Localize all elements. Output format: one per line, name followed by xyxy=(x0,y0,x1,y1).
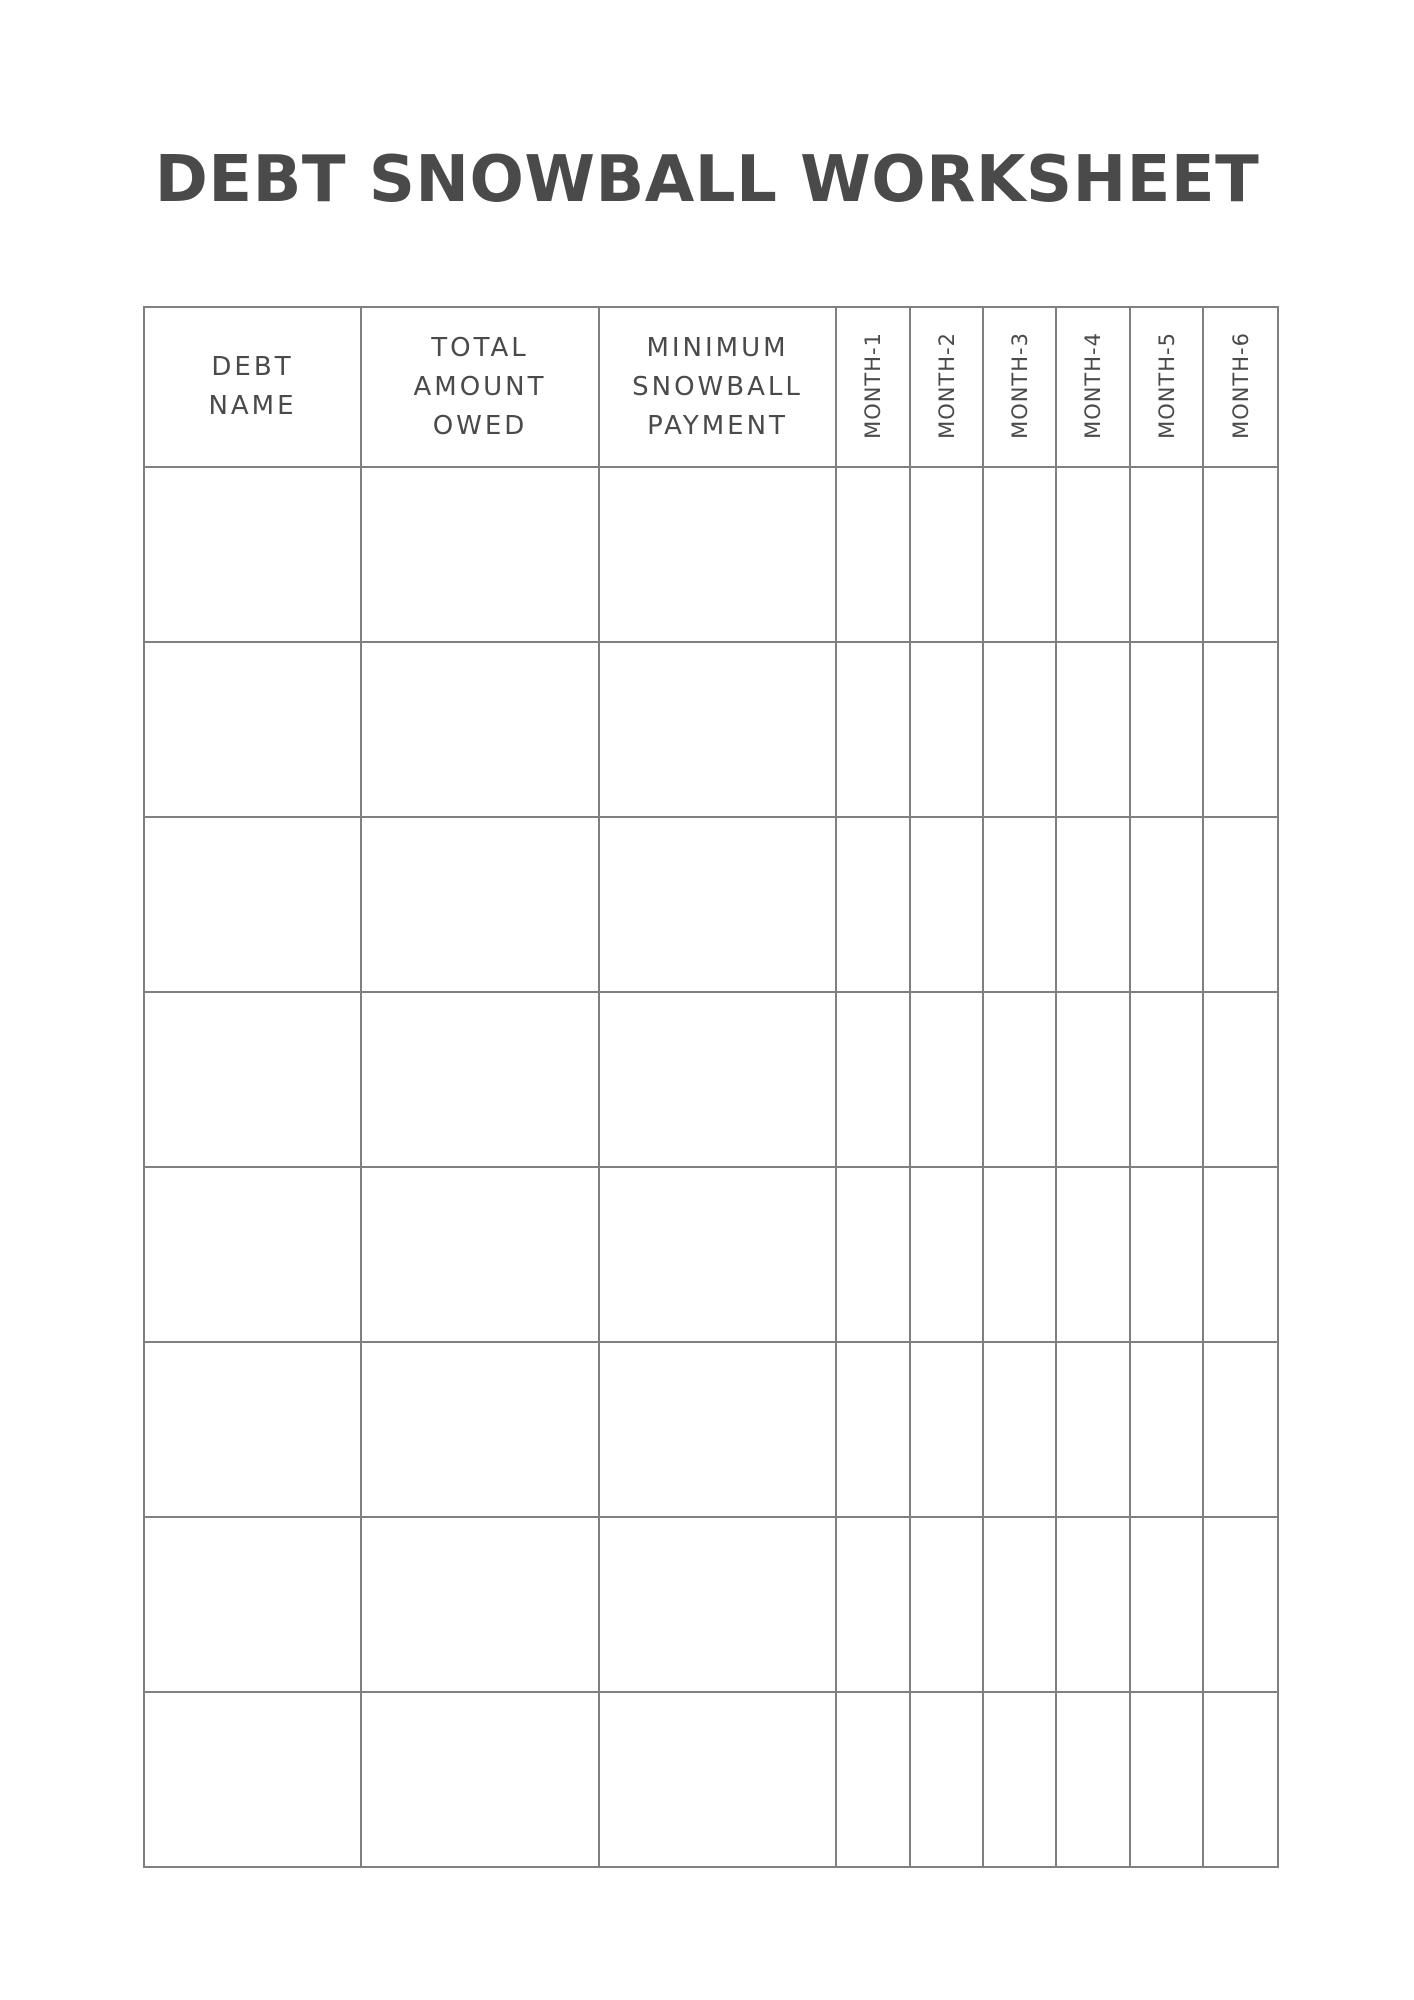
month-3-cell[interactable] xyxy=(983,467,1056,642)
worksheet-body xyxy=(144,467,1278,1867)
month-5-cell[interactable] xyxy=(1130,992,1203,1167)
month-4-cell[interactable] xyxy=(1056,992,1130,1167)
header-debt-name-label: DEBT NAME xyxy=(208,352,297,421)
worksheet-table xyxy=(143,306,1279,1868)
month-1-cell[interactable] xyxy=(836,1342,910,1517)
header-total-amount-owed xyxy=(361,307,599,467)
debt-name-cell[interactable] xyxy=(144,1517,361,1692)
header-minimum-snowball-payment-label: MINIMUM SNOWBALL PAYMENT xyxy=(632,332,803,441)
total-amount-owed-cell[interactable] xyxy=(361,1167,599,1342)
minimum-snowball-payment-cell[interactable] xyxy=(599,1342,836,1517)
month-5-cell[interactable] xyxy=(1130,1342,1203,1517)
table-row xyxy=(144,1342,1278,1517)
month-3-cell[interactable] xyxy=(983,1342,1056,1517)
month-6-cell[interactable] xyxy=(1203,817,1278,992)
total-amount-owed-cell[interactable] xyxy=(361,992,599,1167)
month-2-cell[interactable] xyxy=(910,1692,983,1867)
table-row xyxy=(144,1517,1278,1692)
header-month-2 xyxy=(910,307,983,467)
month-5-cell[interactable] xyxy=(1130,1167,1203,1342)
month-1-cell[interactable] xyxy=(836,1167,910,1342)
total-amount-owed-cell[interactable] xyxy=(361,467,599,642)
month-5-cell[interactable] xyxy=(1130,467,1203,642)
minimum-snowball-payment-cell[interactable] xyxy=(599,817,836,992)
month-1-cell[interactable] xyxy=(836,817,910,992)
table-row xyxy=(144,1692,1278,1867)
month-6-cell[interactable] xyxy=(1203,467,1278,642)
header-month-6-label: MONTH-6 xyxy=(1228,331,1253,439)
header-debt-name xyxy=(144,307,361,467)
minimum-snowball-payment-cell[interactable] xyxy=(599,992,836,1167)
month-3-cell[interactable] xyxy=(983,1692,1056,1867)
header-month-3-label: MONTH-3 xyxy=(1007,331,1032,439)
minimum-snowball-payment-cell[interactable] xyxy=(599,1167,836,1342)
debt-name-cell[interactable] xyxy=(144,992,361,1167)
month-3-cell[interactable] xyxy=(983,992,1056,1167)
table-row xyxy=(144,467,1278,642)
month-3-cell[interactable] xyxy=(983,1167,1056,1342)
total-amount-owed-cell[interactable] xyxy=(361,1342,599,1517)
header-month-5 xyxy=(1130,307,1203,467)
month-6-cell[interactable] xyxy=(1203,992,1278,1167)
month-5-cell[interactable] xyxy=(1130,1692,1203,1867)
month-1-cell[interactable] xyxy=(836,1517,910,1692)
debt-name-cell[interactable] xyxy=(144,467,361,642)
debt-name-cell[interactable] xyxy=(144,817,361,992)
minimum-snowball-payment-cell[interactable] xyxy=(599,1692,836,1867)
month-6-cell[interactable] xyxy=(1203,1167,1278,1342)
month-3-cell[interactable] xyxy=(983,1517,1056,1692)
month-4-cell[interactable] xyxy=(1056,642,1130,817)
month-5-cell[interactable] xyxy=(1130,817,1203,992)
header-month-1 xyxy=(836,307,910,467)
month-3-cell[interactable] xyxy=(983,642,1056,817)
month-6-cell[interactable] xyxy=(1203,1517,1278,1692)
debt-name-cell[interactable] xyxy=(144,1342,361,1517)
month-2-cell[interactable] xyxy=(910,817,983,992)
total-amount-owed-cell[interactable] xyxy=(361,1517,599,1692)
month-4-cell[interactable] xyxy=(1056,817,1130,992)
header-month-3 xyxy=(983,307,1056,467)
minimum-snowball-payment-cell[interactable] xyxy=(599,1517,836,1692)
header-minimum-snowball-payment xyxy=(599,307,836,467)
month-2-cell[interactable] xyxy=(910,1517,983,1692)
header-month-1-label: MONTH-1 xyxy=(861,331,885,439)
month-2-cell[interactable] xyxy=(910,992,983,1167)
table-row xyxy=(144,642,1278,817)
month-5-cell[interactable] xyxy=(1130,642,1203,817)
header-month-2-label: MONTH-2 xyxy=(934,331,959,439)
debt-name-cell[interactable] xyxy=(144,1692,361,1867)
minimum-snowball-payment-cell[interactable] xyxy=(599,642,836,817)
month-2-cell[interactable] xyxy=(910,642,983,817)
month-4-cell[interactable] xyxy=(1056,467,1130,642)
month-1-cell[interactable] xyxy=(836,642,910,817)
table-row xyxy=(144,1167,1278,1342)
debt-name-cell[interactable] xyxy=(144,642,361,817)
month-1-cell[interactable] xyxy=(836,992,910,1167)
month-4-cell[interactable] xyxy=(1056,1167,1130,1342)
month-6-cell[interactable] xyxy=(1203,1692,1278,1867)
total-amount-owed-cell[interactable] xyxy=(361,1692,599,1867)
month-3-cell[interactable] xyxy=(983,817,1056,992)
minimum-snowball-payment-cell[interactable] xyxy=(599,467,836,642)
month-2-cell[interactable] xyxy=(910,1167,983,1342)
month-6-cell[interactable] xyxy=(1203,642,1278,817)
header-row xyxy=(144,307,1278,467)
month-5-cell[interactable] xyxy=(1130,1517,1203,1692)
debt-name-cell[interactable] xyxy=(144,1167,361,1342)
month-4-cell[interactable] xyxy=(1056,1342,1130,1517)
header-total-amount-owed-label: TOTAL AMOUNT OWED xyxy=(413,332,547,441)
header-month-5-label: MONTH-5 xyxy=(1154,331,1179,439)
header-month-4-label: MONTH-4 xyxy=(1081,331,1105,439)
total-amount-owed-cell[interactable] xyxy=(361,642,599,817)
month-4-cell[interactable] xyxy=(1056,1517,1130,1692)
month-6-cell[interactable] xyxy=(1203,1342,1278,1517)
month-2-cell[interactable] xyxy=(910,1342,983,1517)
month-1-cell[interactable] xyxy=(836,1692,910,1867)
header-month-4 xyxy=(1056,307,1130,467)
table-row xyxy=(144,992,1278,1167)
total-amount-owed-cell[interactable] xyxy=(361,817,599,992)
month-2-cell[interactable] xyxy=(910,467,983,642)
page-title: DEBT SNOWBALL WORKSHEET xyxy=(154,143,1260,217)
month-1-cell[interactable] xyxy=(836,467,910,642)
month-4-cell[interactable] xyxy=(1056,1692,1130,1867)
table-row xyxy=(144,817,1278,992)
header-month-6 xyxy=(1203,307,1278,467)
